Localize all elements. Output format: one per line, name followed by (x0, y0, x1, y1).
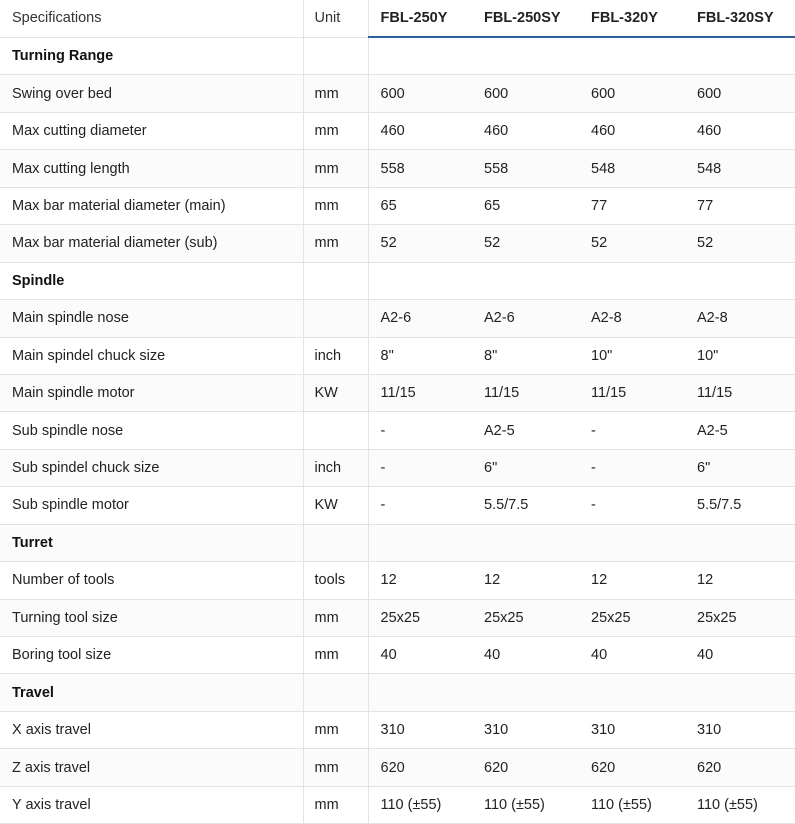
section-title: Turret (0, 524, 303, 561)
spec-unit: mm (303, 150, 368, 187)
section-empty-cell (579, 674, 685, 711)
spec-value: - (579, 412, 685, 449)
spec-value: 620 (472, 749, 579, 786)
spec-value: A2-8 (685, 300, 795, 337)
spec-value: 548 (685, 150, 795, 187)
spec-value: A2-6 (472, 300, 579, 337)
section-title: Travel (0, 674, 303, 711)
spec-value: 548 (579, 150, 685, 187)
spec-value: 12 (579, 562, 685, 599)
spec-unit: mm (303, 786, 368, 823)
section-header-row (0, 262, 795, 299)
spec-row (0, 412, 795, 449)
spec-unit (303, 412, 368, 449)
spec-value: 310 (472, 711, 579, 748)
spec-label: Sub spindel chuck size (0, 449, 303, 486)
section-title: Spindle (0, 262, 303, 299)
spec-unit: mm (303, 187, 368, 224)
spec-value: 10" (579, 337, 685, 374)
spec-value: 620 (685, 749, 795, 786)
spec-label: Sub spindle motor (0, 487, 303, 524)
spec-value: 600 (579, 75, 685, 112)
spec-row (0, 225, 795, 262)
spec-value: 5.5/7.5 (472, 487, 579, 524)
spec-value: 12 (472, 562, 579, 599)
spec-value: 110 (±55) (685, 786, 795, 823)
spec-value: 52 (472, 225, 579, 262)
spec-value: 460 (368, 112, 472, 149)
spec-unit: mm (303, 225, 368, 262)
spec-row (0, 749, 795, 786)
spec-value: 25x25 (368, 599, 472, 636)
spec-value: - (579, 449, 685, 486)
spec-row (0, 337, 795, 374)
spec-body (0, 37, 795, 824)
spec-value: 40 (368, 637, 472, 674)
spec-unit: KW (303, 487, 368, 524)
spec-unit: mm (303, 711, 368, 748)
spec-value: 310 (579, 711, 685, 748)
spec-value: 310 (368, 711, 472, 748)
spec-row (0, 711, 795, 748)
spec-label: Main spindle nose (0, 300, 303, 337)
spec-value: 110 (±55) (579, 786, 685, 823)
spec-label: Max bar material diameter (sub) (0, 225, 303, 262)
spec-value: 460 (579, 112, 685, 149)
spec-value: 77 (579, 187, 685, 224)
spec-value: 600 (685, 75, 795, 112)
section-empty-cell (685, 674, 795, 711)
spec-value: 52 (368, 225, 472, 262)
spec-value: 11/15 (472, 374, 579, 411)
spec-value: 12 (685, 562, 795, 599)
spec-unit: tools (303, 562, 368, 599)
spec-value: A2-5 (472, 412, 579, 449)
spec-value: 11/15 (368, 374, 472, 411)
spec-value: 11/15 (685, 374, 795, 411)
spec-row (0, 786, 795, 823)
header-model-fbl-320y: FBL-320Y (579, 0, 685, 37)
spec-value: - (368, 487, 472, 524)
header-row (0, 0, 795, 37)
spec-value: 460 (685, 112, 795, 149)
spec-row (0, 150, 795, 187)
spec-value: 10" (685, 337, 795, 374)
spec-value: 8" (472, 337, 579, 374)
section-empty-cell (685, 37, 795, 75)
spec-label: Max cutting length (0, 150, 303, 187)
spec-value: 40 (579, 637, 685, 674)
spec-value: 8" (368, 337, 472, 374)
spec-value: 25x25 (685, 599, 795, 636)
spec-label: Max cutting diameter (0, 112, 303, 149)
section-header-row (0, 37, 795, 75)
section-empty-cell (368, 674, 472, 711)
spec-row (0, 75, 795, 112)
spec-row (0, 449, 795, 486)
spec-value: A2-8 (579, 300, 685, 337)
spec-value: 77 (685, 187, 795, 224)
spec-row (0, 112, 795, 149)
spec-unit (303, 300, 368, 337)
section-empty-cell (303, 674, 368, 711)
spec-label: Swing over bed (0, 75, 303, 112)
spec-value: 65 (368, 187, 472, 224)
spec-value: 6" (685, 449, 795, 486)
section-empty-cell (472, 674, 579, 711)
spec-label: Main spindel chuck size (0, 337, 303, 374)
spec-value: 620 (368, 749, 472, 786)
spec-value: 620 (579, 749, 685, 786)
spec-unit: mm (303, 637, 368, 674)
section-empty-cell (368, 524, 472, 561)
header-unit: Unit (303, 0, 368, 37)
spec-row (0, 487, 795, 524)
spec-unit: mm (303, 75, 368, 112)
spec-value: 558 (368, 150, 472, 187)
spec-value: 40 (685, 637, 795, 674)
spec-row (0, 562, 795, 599)
spec-value: A2-5 (685, 412, 795, 449)
spec-value: 558 (472, 150, 579, 187)
section-empty-cell (303, 262, 368, 299)
header-model-fbl-320sy: FBL-320SY (685, 0, 795, 37)
spec-label: Max bar material diameter (main) (0, 187, 303, 224)
spec-value: - (368, 412, 472, 449)
spec-label: Turning tool size (0, 599, 303, 636)
spec-label: Main spindle motor (0, 374, 303, 411)
spec-value: 310 (685, 711, 795, 748)
header-specifications: Specifications (0, 0, 303, 37)
spec-row (0, 599, 795, 636)
spec-unit: KW (303, 374, 368, 411)
spec-value: 11/15 (579, 374, 685, 411)
section-empty-cell (303, 37, 368, 75)
spec-value: 52 (685, 225, 795, 262)
spec-unit: mm (303, 112, 368, 149)
spec-label: Y axis travel (0, 786, 303, 823)
spec-unit: mm (303, 749, 368, 786)
spec-unit: inch (303, 337, 368, 374)
section-empty-cell (579, 37, 685, 75)
section-header-row (0, 524, 795, 561)
section-empty-cell (472, 262, 579, 299)
section-header-row (0, 674, 795, 711)
section-empty-cell (579, 262, 685, 299)
spec-value: A2-6 (368, 300, 472, 337)
spec-unit: inch (303, 449, 368, 486)
spec-value: 40 (472, 637, 579, 674)
spec-label: Number of tools (0, 562, 303, 599)
spec-value: 5.5/7.5 (685, 487, 795, 524)
spec-value: 65 (472, 187, 579, 224)
spec-value: 12 (368, 562, 472, 599)
section-empty-cell (303, 524, 368, 561)
spec-row (0, 187, 795, 224)
spec-value: 600 (472, 75, 579, 112)
spec-unit: mm (303, 599, 368, 636)
spec-value: - (368, 449, 472, 486)
spec-label: X axis travel (0, 711, 303, 748)
spec-value: 600 (368, 75, 472, 112)
spec-value: - (579, 487, 685, 524)
spec-label: Boring tool size (0, 637, 303, 674)
spec-value: 6" (472, 449, 579, 486)
spec-row (0, 374, 795, 411)
spec-value: 25x25 (579, 599, 685, 636)
section-empty-cell (579, 524, 685, 561)
spec-label: Sub spindle nose (0, 412, 303, 449)
spec-value: 110 (±55) (368, 786, 472, 823)
section-empty-cell (368, 37, 472, 75)
spec-row (0, 300, 795, 337)
section-title: Turning Range (0, 37, 303, 75)
spec-value: 110 (±55) (472, 786, 579, 823)
section-empty-cell (368, 262, 472, 299)
spec-value: 52 (579, 225, 685, 262)
header-model-fbl-250sy: FBL-250SY (472, 0, 579, 37)
spec-label: Z axis travel (0, 749, 303, 786)
section-empty-cell (472, 524, 579, 561)
section-empty-cell (472, 37, 579, 75)
spec-row (0, 637, 795, 674)
spec-value: 460 (472, 112, 579, 149)
spec-value: 25x25 (472, 599, 579, 636)
header-model-fbl-250y: FBL-250Y (368, 0, 472, 37)
section-empty-cell (685, 262, 795, 299)
section-empty-cell (685, 524, 795, 561)
